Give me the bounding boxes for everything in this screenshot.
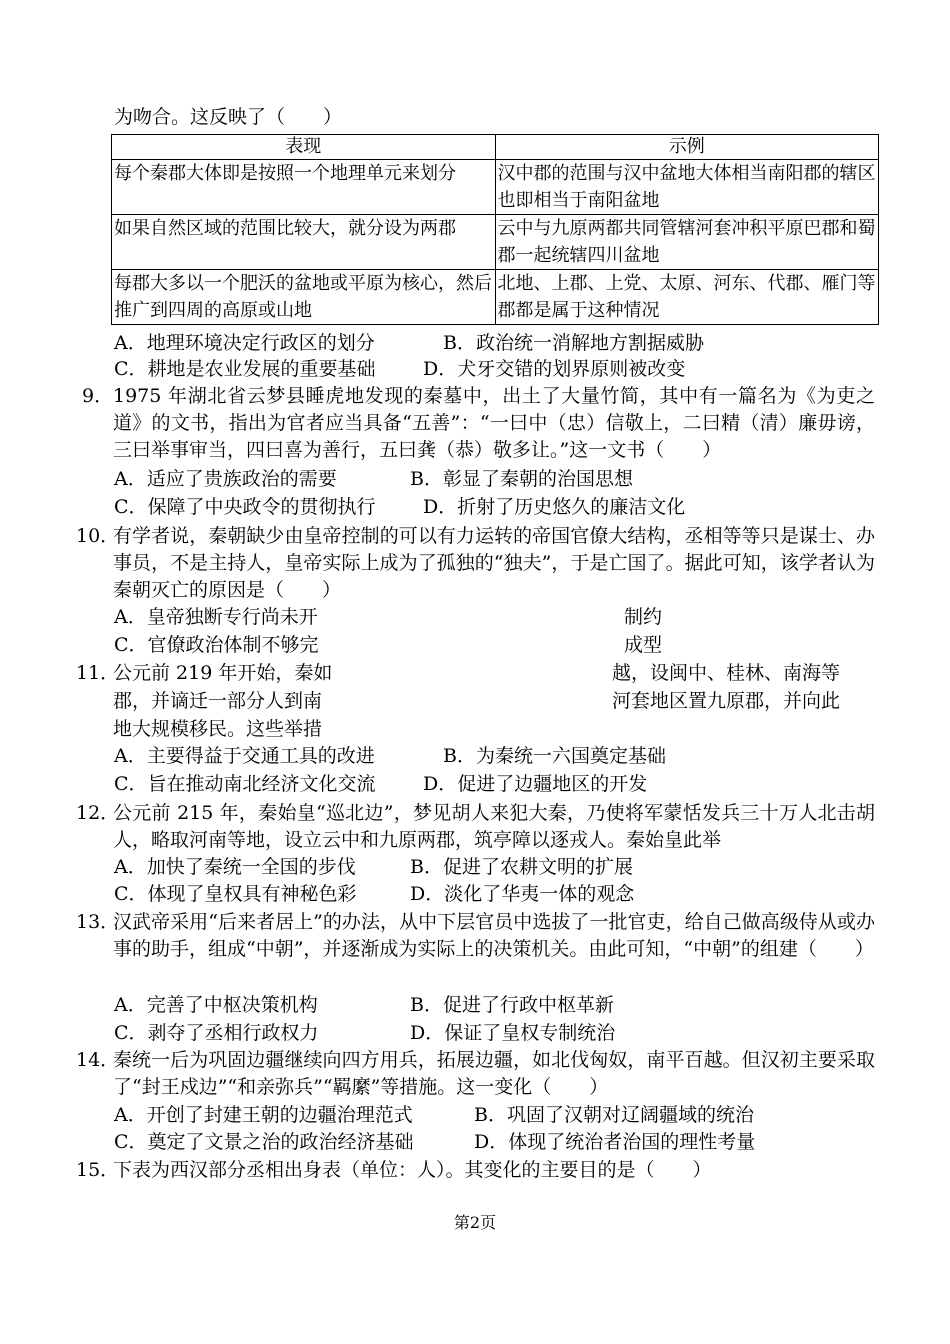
option-a: A．完善了中枢决策机构 bbox=[114, 994, 318, 1016]
table-cell: 每郡大多以一个肥沃的盆地或平原为核心，然后推广到四周的高原或山地 bbox=[112, 270, 496, 325]
option-d: D．保证了皇权专制统治 bbox=[410, 1022, 616, 1044]
option-b: B．巩固了汉朝对辽阔疆域的统治 bbox=[474, 1104, 754, 1126]
option-a: A．加快了秦统一全国的步伐 bbox=[114, 856, 356, 878]
option-b-fragment: 制约 bbox=[624, 606, 663, 628]
option-a: A．主要得益于交通工具的改进 bbox=[114, 745, 375, 767]
option-a: A．开创了封建王朝的边疆治理范式 bbox=[114, 1104, 413, 1126]
table-row bbox=[112, 270, 879, 325]
table-header-cell: 表现 bbox=[112, 135, 496, 160]
option-d-fragment: 成型 bbox=[624, 634, 663, 656]
question-13-text: 汉武帝采用“后来者居上”的办法，从中下层官员中选拔了一批官吏，给自己做高级侍从或办事的助手，组成“中朝”，并逐渐成为实际上的决策机关。由此可知，“中朝”的组建（ ） bbox=[113, 911, 875, 960]
question-11-line-1-left: 公元前 219 年开始，秦如 bbox=[113, 662, 333, 684]
table-header-row bbox=[112, 135, 879, 160]
question-12-text: 公元前 215 年，秦始皇“巡北边”，梦见胡人来犯大秦，乃使将军蒙恬发兵三十万人北击胡人，略取河南等地，设立云中和九原两郡，筑亭障以逐戎人。秦始皇此举 bbox=[113, 802, 875, 851]
option-c: C．耕地是农业发展的重要基础 bbox=[114, 358, 376, 380]
option-d: D．折射了历史悠久的廉洁文化 bbox=[423, 496, 686, 518]
table-header-cell: 示例 bbox=[495, 135, 879, 160]
option-c: C．官僚政治体制不够完 bbox=[114, 634, 319, 656]
source-table bbox=[111, 134, 879, 325]
option-b: B．彰显了秦朝的治国思想 bbox=[410, 468, 633, 490]
option-d: D．体现了统治者治国的理性考量 bbox=[474, 1131, 756, 1153]
option-c: C．旨在推动南北经济文化交流 bbox=[114, 773, 376, 795]
table-cell: 如果自然区域的范围比较大，就分设为两郡 bbox=[112, 215, 496, 270]
page-number: 第2页 bbox=[453, 1213, 497, 1232]
question-11-line-2-right: 河套地区置九原郡，并向此 bbox=[612, 690, 841, 712]
option-c: C．剥夺了丞相行政权力 bbox=[114, 1022, 319, 1044]
table-cell: 云中与九原两都共同管辖河套冲积平原巴郡和蜀郡一起统辖四川盆地 bbox=[495, 215, 879, 270]
question-11-line-1-right: 越，设闽中、桂林、南海等 bbox=[612, 662, 841, 684]
question-number: 14． bbox=[76, 1049, 120, 1071]
table-row bbox=[112, 160, 879, 215]
question-number: 12． bbox=[76, 802, 120, 824]
blank-overlay bbox=[352, 600, 608, 742]
option-a: A．皇帝独断专行尚未开 bbox=[114, 606, 318, 628]
question-14-text: 秦统一后为巩固边疆继续向四方用兵，拓展边疆，如北伐匈奴，南平百越。但汉初主要采取了“封王戍边”“和亲弥兵”“羁縻”等措施。这一变化（ ） bbox=[113, 1049, 875, 1098]
table-cell: 北地、上郡、上党、太原、河东、代郡、雁门等郡都是属于这种情况 bbox=[495, 270, 879, 325]
table-cell: 汉中郡的范围与汉中盆地大体相当南阳郡的辖区也即相当于南阳盆地 bbox=[495, 160, 879, 215]
option-b: B．促进了行政中枢革新 bbox=[410, 994, 614, 1016]
option-c: C．保障了中央政令的贯彻执行 bbox=[114, 496, 376, 518]
option-d: D．促进了边疆地区的开发 bbox=[423, 773, 648, 795]
question-15-text: 下表为西汉部分丞相出身表（单位：人）。其变化的主要目的是（ ） bbox=[113, 1159, 712, 1181]
question-number: 15． bbox=[76, 1159, 120, 1181]
option-d: D．淡化了华夷一体的观念 bbox=[410, 883, 635, 905]
option-a: A．适应了贵族政治的需要 bbox=[114, 468, 337, 490]
question-9-text: 1975 年湖北省云梦县睡虎地发现的秦墓中，出土了大量竹简，其中有一篇名为《为吏之道》的文书，指出为官者应当具备“五善”：“一曰中（忠）信敬上，二曰精（清）廉毋谤，三曰举事审当，四曰喜为善行，五曰龚（恭）敬多让。”这一文书（ ） bbox=[113, 385, 875, 461]
option-a: A．地理环境决定行政区的划分 bbox=[114, 332, 375, 354]
question-10-text: 有学者说，秦朝缺少由皇帝控制的可以有力运转的帝国官僚大结构，丞相等等只是谋士、办事员，不是主持人，皇帝实际上成为了孤独的“独夫”，于是亡国了。据此可知，该学者认为秦朝灭亡的原因是（ ） bbox=[113, 525, 875, 601]
option-b: B．政治统一消解地方割据威胁 bbox=[443, 332, 704, 354]
question-number: 9． bbox=[82, 385, 114, 407]
table-row bbox=[112, 215, 879, 270]
question-number: 11． bbox=[76, 662, 120, 684]
question-8-stem-end: 为吻合。这反映了（ ） bbox=[114, 106, 343, 128]
question-number: 10． bbox=[76, 525, 120, 547]
option-c: C．奠定了文景之治的政治经济基础 bbox=[114, 1131, 414, 1153]
question-11-line-2-left: 郡，并谪迁一部分人到南 bbox=[113, 690, 323, 712]
option-b: B．促进了农耕文明的扩展 bbox=[410, 856, 633, 878]
question-11-line-3: 地大规模移民。这些举措 bbox=[113, 718, 323, 740]
option-c: C．体现了皇权具有神秘色彩 bbox=[114, 883, 357, 905]
option-b: B．为秦统一六国奠定基础 bbox=[443, 745, 666, 767]
option-d: D．犬牙交错的划界原则被改变 bbox=[423, 358, 686, 380]
table-cell: 每个秦郡大体即是按照一个地理单元来划分 bbox=[112, 160, 496, 215]
question-number: 13． bbox=[76, 911, 120, 933]
